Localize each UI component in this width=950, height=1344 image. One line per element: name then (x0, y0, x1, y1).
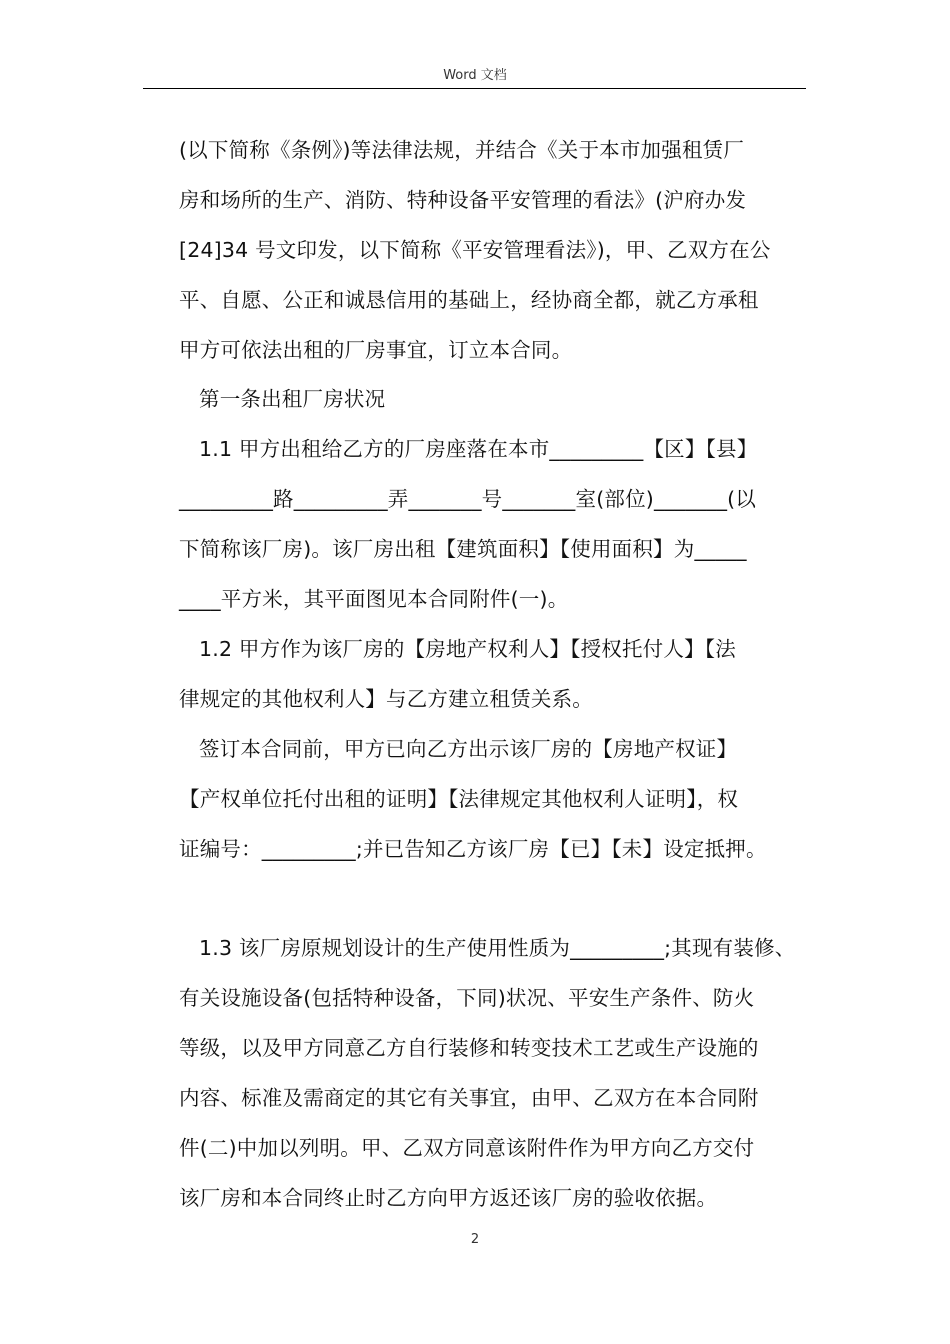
text-line: _________路_________弄_______号_______室(部位)_______(以 (179, 487, 757, 511)
text-line: 件(二)中加以列明。甲、乙双方同意该附件作为甲方向乙方交付 (179, 1136, 755, 1160)
text-line: 等级，以及甲方同意乙方自行装修和转变技术工艺或生产设施的 (179, 1036, 759, 1060)
text-line: 律规定的其他权利人】与乙方建立租赁关系。 (179, 687, 593, 711)
header-divider (143, 88, 806, 89)
text-line: 甲方可依法出租的厂房事宜，订立本合同。 (179, 338, 573, 362)
text-line: ____平方米，其平面图见本合同附件(一)。 (179, 587, 569, 611)
text-line: (以下简称《条例》)等法律法规，并结合《关于本市加强租赁厂 (179, 138, 745, 162)
text-line: 房和场所的生产、消防、特种设备平安管理的看法》(沪府办发 (179, 188, 747, 212)
text-line: 签订本合同前，甲方已向乙方出示该厂房的【房地产权证】 (199, 737, 738, 761)
text-line: 有关设施设备(包括特种设备，下同)状况、平安生产条件、防火 (179, 986, 755, 1010)
text-line: 平、自愿、公正和诚恳信用的基础上，经协商全都，就乙方承租 (179, 288, 759, 312)
text-line: 1.2 甲方作为该厂房的【房地产权利人】【授权托付人】【法 (199, 637, 736, 661)
text-line: 内容、标准及需商定的其它有关事宜，由甲、乙双方在本合同附 (179, 1086, 759, 1110)
header-title: Word 文档 (443, 68, 507, 83)
text-line: 1.3 该厂房原规划设计的生产使用性质为_________;其现有装修、 (199, 936, 796, 960)
text-line: 【产权单位托付出租的证明】【法律规定其他权利人证明】，权 (179, 787, 739, 811)
text-line: 证编号：_________;并已告知乙方该厂房【已】【未】设定抵押。 (179, 837, 767, 861)
text-line: 该厂房和本合同终止时乙方向甲方返还该厂房的验收依据。 (179, 1186, 718, 1210)
text-line: 下简称该厂房)。该厂房出租【建筑面积】【使用面积】为_____ (179, 537, 747, 561)
text-line: [24]34 号文印发，以下简称《平安管理看法》)，甲、乙双方在公 (179, 238, 771, 262)
section-heading: 第一条出租厂房状况 (199, 387, 386, 411)
text-line: 1.1 甲方出租给乙方的厂房座落在本市_________【区】【县】 (199, 437, 758, 461)
page-number: 2 (470, 1232, 480, 1247)
